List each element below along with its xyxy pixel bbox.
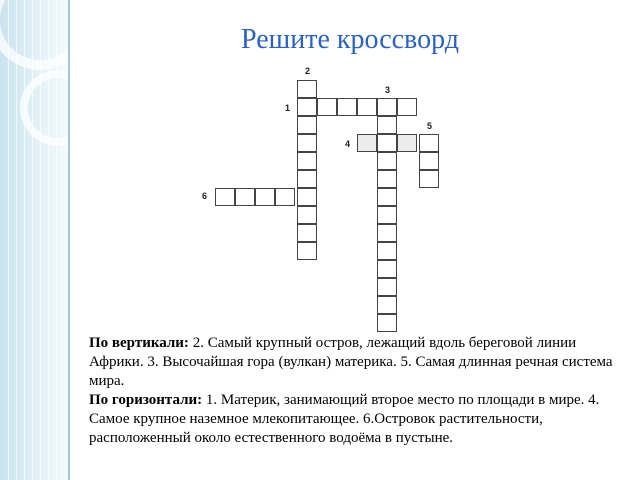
slide-title: Решите кроссворд — [241, 24, 459, 55]
crossword-cell[interactable] — [297, 80, 317, 98]
crossword-cell[interactable] — [419, 152, 439, 170]
crossword-cell[interactable] — [275, 188, 295, 206]
horizontal-clues — [89, 391, 619, 448]
crossword-cell[interactable] — [377, 314, 397, 332]
crossword-cell[interactable] — [397, 134, 417, 152]
crossword-cell[interactable] — [377, 260, 397, 278]
clue-number-4: 4 — [345, 139, 351, 149]
crossword-cell[interactable] — [297, 170, 317, 188]
crossword-cell[interactable] — [357, 98, 377, 116]
horizontal-clues-text: 1. Материк, занимающий второе место по площади в мире. 4. Самое крупное наземное млекопитающее. 6.Островок растительности, расположенный около естественного водоёма в пустыне. — [89, 392, 600, 446]
crossword-cell[interactable] — [377, 116, 397, 134]
crossword-cell[interactable] — [297, 224, 317, 242]
crossword-cell[interactable] — [377, 224, 397, 242]
crossword-cell[interactable] — [377, 134, 397, 152]
crossword-cell[interactable] — [377, 98, 397, 116]
crossword-cell[interactable] — [297, 116, 317, 134]
crossword-cell[interactable] — [317, 98, 337, 116]
crossword-cell[interactable] — [377, 152, 397, 170]
crossword-cell[interactable] — [235, 188, 255, 206]
crossword-cell[interactable] — [419, 134, 439, 152]
crossword-cell[interactable] — [419, 170, 439, 188]
crossword-cell[interactable] — [377, 278, 397, 296]
crossword-cell[interactable] — [297, 134, 317, 152]
crossword-cell[interactable] — [337, 98, 357, 116]
crossword-cell[interactable] — [297, 98, 317, 116]
crossword-cell[interactable] — [377, 296, 397, 314]
crossword-cell[interactable] — [357, 134, 377, 152]
clue-number-6: 6 — [202, 191, 208, 201]
vertical-clues — [89, 334, 619, 391]
clue-number-3: 3 — [385, 85, 391, 95]
crossword-cell[interactable] — [397, 98, 417, 116]
clue-number-1: 1 — [285, 103, 291, 113]
crossword-cell[interactable] — [377, 206, 397, 224]
clues-block — [89, 334, 619, 448]
crossword-cell[interactable] — [255, 188, 275, 206]
crossword-cell[interactable] — [297, 242, 317, 260]
crossword-cell[interactable] — [297, 206, 317, 224]
horizontal-clues-heading: По горизонтали: — [89, 392, 203, 408]
clue-number-5: 5 — [427, 121, 433, 131]
crossword-cell[interactable] — [215, 188, 235, 206]
crossword-cell[interactable] — [297, 188, 317, 206]
crossword-cell[interactable] — [377, 188, 397, 206]
crossword-cell[interactable] — [297, 152, 317, 170]
clue-number-2: 2 — [305, 66, 311, 76]
crossword-cell[interactable] — [377, 242, 397, 260]
vertical-clues-heading: По вертикали: — [89, 335, 189, 351]
vertical-clues-text: 2. Самый крупный остров, лежащий вдоль береговой линии Африки. 3. Высочайшая гора (вулкан) материка. 5. Самая длинная речная система мира. — [89, 335, 613, 389]
crossword-cell[interactable] — [377, 170, 397, 188]
